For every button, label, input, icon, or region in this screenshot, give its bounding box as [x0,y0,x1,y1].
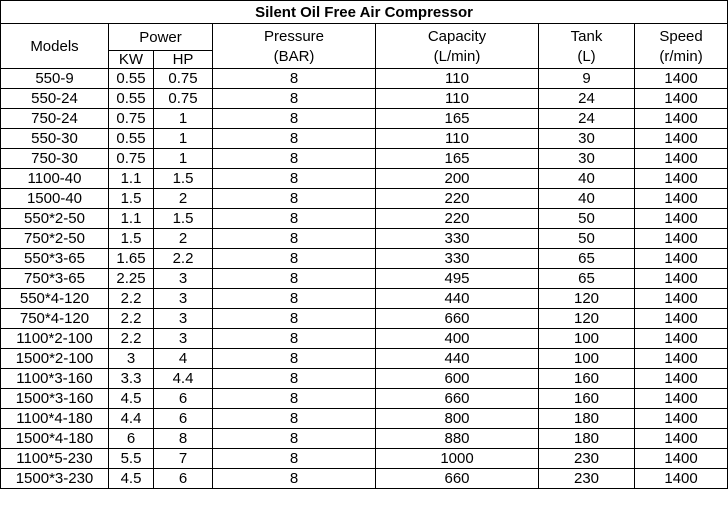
table-row [1,369,728,389]
hp-cell: 1.5 [154,169,213,189]
hp-cell: 6 [154,469,213,489]
pressure-cell: 8 [213,269,376,289]
table-row [1,289,728,309]
table-row [1,209,728,229]
kw-cell: 2.2 [109,289,154,309]
model-cell: 1100-40 [1,169,109,189]
model-cell: 1100*5-230 [1,449,109,469]
capacity-header-unit: (L/min) [433,47,481,65]
hp-cell: 4.4 [154,369,213,389]
tank-cell: 65 [539,249,635,269]
model-cell: 550*2-50 [1,209,109,229]
speed-cell: 1400 [635,289,728,309]
kw-cell: 0.75 [109,109,154,129]
tank-cell: 160 [539,369,635,389]
table-row [1,429,728,449]
table-row [1,109,728,129]
hp-cell: 1 [154,129,213,149]
speed-cell: 1400 [635,109,728,129]
tank-cell: 65 [539,269,635,289]
speed-cell: 1400 [635,329,728,349]
table-row [1,229,728,249]
models-header: Models [1,24,109,69]
kw-cell: 1.5 [109,189,154,209]
tank-cell: 180 [539,429,635,449]
tank-header-unit: (L) [577,47,596,65]
kw-cell: 6 [109,429,154,449]
tank-cell: 120 [539,289,635,309]
speed-cell: 1400 [635,149,728,169]
table-header [1,1,728,69]
speed-cell: 1400 [635,209,728,229]
pressure-header [213,24,376,69]
tank-cell: 50 [539,209,635,229]
speed-cell: 1400 [635,269,728,289]
tank-cell: 24 [539,89,635,109]
capacity-cell: 440 [376,349,539,369]
hp-cell: 3 [154,329,213,349]
capacity-cell: 165 [376,109,539,129]
hp-cell: 8 [154,429,213,449]
speed-cell: 1400 [635,349,728,369]
pressure-cell: 8 [213,189,376,209]
tank-cell: 9 [539,69,635,89]
capacity-cell: 200 [376,169,539,189]
table-row [1,89,728,109]
tank-header-label: Tank [570,27,603,45]
speed-cell: 1400 [635,129,728,149]
capacity-cell: 660 [376,309,539,329]
kw-cell: 0.55 [109,89,154,109]
kw-cell: 3.3 [109,369,154,389]
model-cell: 1500*4-180 [1,429,109,449]
pressure-cell: 8 [213,389,376,409]
table-row [1,389,728,409]
pressure-cell: 8 [213,449,376,469]
pressure-header-label: Pressure [263,27,325,45]
table-row [1,449,728,469]
kw-cell: 0.75 [109,149,154,169]
pressure-cell: 8 [213,289,376,309]
tank-cell: 30 [539,129,635,149]
table-row [1,269,728,289]
model-cell: 550-30 [1,129,109,149]
speed-cell: 1400 [635,189,728,209]
pressure-cell: 8 [213,169,376,189]
capacity-cell: 220 [376,209,539,229]
hp-cell: 3 [154,289,213,309]
speed-header-label: Speed [659,27,703,45]
kw-cell: 1.65 [109,249,154,269]
tank-cell: 100 [539,329,635,349]
capacity-header [376,24,539,69]
table-title: Silent Oil Free Air Compressor [1,1,728,24]
table-row [1,409,728,429]
hp-cell: 1 [154,149,213,169]
capacity-cell: 400 [376,329,539,349]
pressure-cell: 8 [213,369,376,389]
table-row [1,149,728,169]
model-cell: 750-24 [1,109,109,129]
model-cell: 750*3-65 [1,269,109,289]
kw-cell: 4.4 [109,409,154,429]
model-cell: 1500-40 [1,189,109,209]
hp-cell: 1.5 [154,209,213,229]
speed-header-unit: (r/min) [659,47,703,65]
hp-cell: 6 [154,389,213,409]
kw-cell: 2.2 [109,309,154,329]
capacity-cell: 330 [376,249,539,269]
table-body [1,69,728,489]
capacity-cell: 600 [376,369,539,389]
capacity-cell: 660 [376,389,539,409]
capacity-cell: 330 [376,229,539,249]
kw-header: KW [109,51,154,69]
pressure-cell: 8 [213,469,376,489]
hp-cell: 6 [154,409,213,429]
hp-cell: 2 [154,229,213,249]
pressure-header-unit: (BAR) [273,47,315,65]
pressure-cell: 8 [213,69,376,89]
capacity-cell: 660 [376,469,539,489]
capacity-cell: 110 [376,129,539,149]
table-row [1,249,728,269]
tank-cell: 50 [539,229,635,249]
capacity-cell: 110 [376,69,539,89]
capacity-cell: 220 [376,189,539,209]
tank-cell: 230 [539,449,635,469]
tank-cell: 180 [539,409,635,429]
kw-cell: 0.55 [109,69,154,89]
hp-cell: 3 [154,309,213,329]
header-row-top [1,24,728,51]
tank-cell: 100 [539,349,635,369]
tank-cell: 30 [539,149,635,169]
pressure-cell: 8 [213,89,376,109]
speed-cell: 1400 [635,369,728,389]
pressure-cell: 8 [213,209,376,229]
hp-header: HP [154,51,213,69]
hp-cell: 0.75 [154,89,213,109]
tank-cell: 40 [539,189,635,209]
table-row [1,469,728,489]
speed-cell: 1400 [635,229,728,249]
pressure-cell: 8 [213,409,376,429]
capacity-cell: 880 [376,429,539,449]
tank-cell: 120 [539,309,635,329]
speed-cell: 1400 [635,309,728,329]
speed-cell: 1400 [635,449,728,469]
model-cell: 550-24 [1,89,109,109]
kw-cell: 4.5 [109,389,154,409]
capacity-header-label: Capacity [427,27,487,45]
speed-cell: 1400 [635,249,728,269]
model-cell: 1100*3-160 [1,369,109,389]
tank-cell: 230 [539,469,635,489]
tank-cell: 40 [539,169,635,189]
kw-cell: 5.5 [109,449,154,469]
kw-cell: 2.2 [109,329,154,349]
table-row [1,169,728,189]
kw-cell: 1.5 [109,229,154,249]
title-row [1,1,728,24]
speed-cell: 1400 [635,409,728,429]
table-row [1,69,728,89]
pressure-cell: 8 [213,309,376,329]
model-cell: 750*2-50 [1,229,109,249]
hp-cell: 4 [154,349,213,369]
model-cell: 1100*2-100 [1,329,109,349]
hp-cell: 1 [154,109,213,129]
tank-cell: 160 [539,389,635,409]
speed-cell: 1400 [635,169,728,189]
pressure-cell: 8 [213,329,376,349]
hp-cell: 2 [154,189,213,209]
hp-cell: 0.75 [154,69,213,89]
model-cell: 750*4-120 [1,309,109,329]
model-cell: 550*3-65 [1,249,109,269]
capacity-cell: 440 [376,289,539,309]
model-cell: 1100*4-180 [1,409,109,429]
kw-cell: 1.1 [109,209,154,229]
capacity-cell: 1000 [376,449,539,469]
model-cell: 1500*2-100 [1,349,109,369]
table-row [1,329,728,349]
hp-cell: 3 [154,269,213,289]
table-row [1,349,728,369]
capacity-cell: 495 [376,269,539,289]
pressure-cell: 8 [213,249,376,269]
table-row [1,129,728,149]
pressure-cell: 8 [213,129,376,149]
capacity-cell: 110 [376,89,539,109]
speed-cell: 1400 [635,89,728,109]
speed-cell: 1400 [635,389,728,409]
tank-cell: 24 [539,109,635,129]
pressure-cell: 8 [213,429,376,449]
pressure-cell: 8 [213,109,376,129]
pressure-cell: 8 [213,349,376,369]
kw-cell: 0.55 [109,129,154,149]
model-cell: 550-9 [1,69,109,89]
model-cell: 1500*3-160 [1,389,109,409]
hp-cell: 7 [154,449,213,469]
power-header: Power [109,24,213,51]
table-row [1,309,728,329]
capacity-cell: 800 [376,409,539,429]
speed-cell: 1400 [635,69,728,89]
pressure-cell: 8 [213,149,376,169]
model-cell: 750-30 [1,149,109,169]
kw-cell: 3 [109,349,154,369]
kw-cell: 2.25 [109,269,154,289]
kw-cell: 1.1 [109,169,154,189]
speed-header [635,24,728,69]
model-cell: 1500*3-230 [1,469,109,489]
hp-cell: 2.2 [154,249,213,269]
capacity-cell: 165 [376,149,539,169]
tank-header [539,24,635,69]
speed-cell: 1400 [635,429,728,449]
kw-cell: 4.5 [109,469,154,489]
model-cell: 550*4-120 [1,289,109,309]
speed-cell: 1400 [635,469,728,489]
pressure-cell: 8 [213,229,376,249]
table-row [1,189,728,209]
